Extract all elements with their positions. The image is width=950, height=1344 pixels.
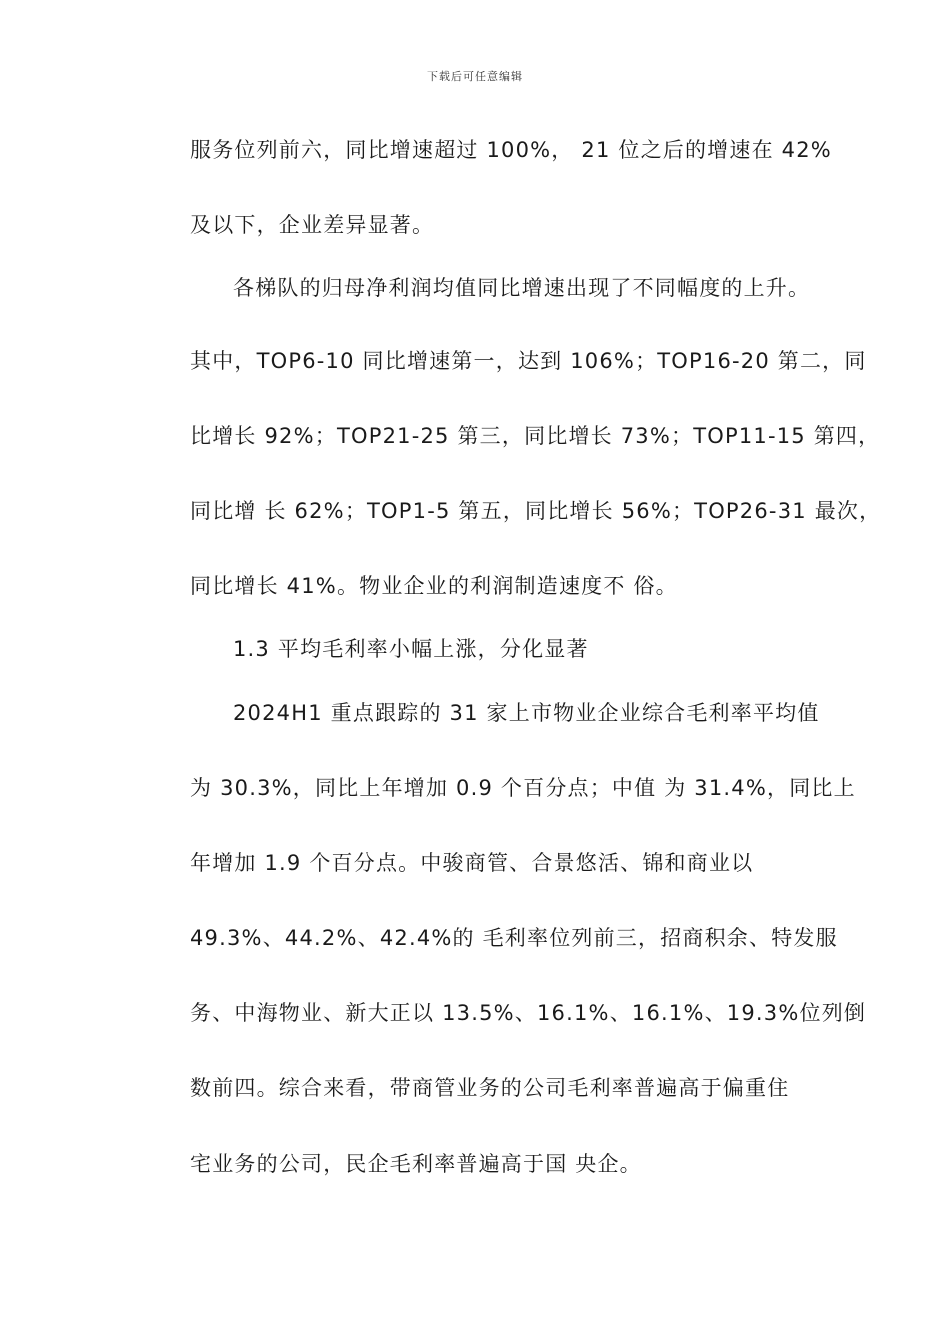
- text-line-14: 数前四。综合来看，带商管业务的公司毛利率普遍高于偏重住: [190, 1076, 790, 1100]
- text-line-12: 49.3%、44.2%、42.4%的 毛利率位列前三，招商积余、特发服: [190, 926, 838, 950]
- text-line-10: 为 30.3%，同比上年增加 0.9 个百分点；中值 为 31.4%，同比上: [190, 776, 856, 800]
- text-line-4: 其中，TOP6-10 同比增速第一，达到 106%；TOP16-20 第二，同: [190, 349, 867, 373]
- text-line-13: 务、中海物业、新大正以 13.5%、16.1%、16.1%、19.3%位列倒: [190, 1001, 867, 1025]
- text-line-1: 服务位列前六，同比增速超过 100%， 21 位之后的增速在 42%: [190, 138, 832, 162]
- text-line-7: 同比增长 41%。物业企业的利润制造速度不 俗。: [190, 574, 678, 598]
- text-line-5: 比增长 92%；TOP21-25 第三，同比增长 73%；TOP11-15 第四，: [190, 424, 881, 448]
- section-heading: 1.3 平均毛利率小幅上涨，分化显著: [233, 637, 589, 661]
- text-line-15: 宅业务的公司，民企毛利率普遍高于国 央企。: [190, 1152, 642, 1176]
- header-note: 下载后可任意编辑: [427, 70, 523, 83]
- text-line-6: 同比增 长 62%；TOP1-5 第五，同比增长 56%；TOP26-31 最次，: [190, 499, 882, 523]
- text-line-11: 年增加 1.9 个百分点。中骏商管、合景悠活、锦和商业以: [190, 851, 754, 875]
- text-line-2: 及以下，企业差异显著。: [190, 213, 435, 237]
- paragraph-start-line: 各梯队的归母净利润均值同比增速出现了不同幅度的上升。: [233, 276, 811, 300]
- paragraph-start-line-2: 2024H1 重点跟踪的 31 家上市物业企业综合毛利率平均值: [233, 701, 820, 725]
